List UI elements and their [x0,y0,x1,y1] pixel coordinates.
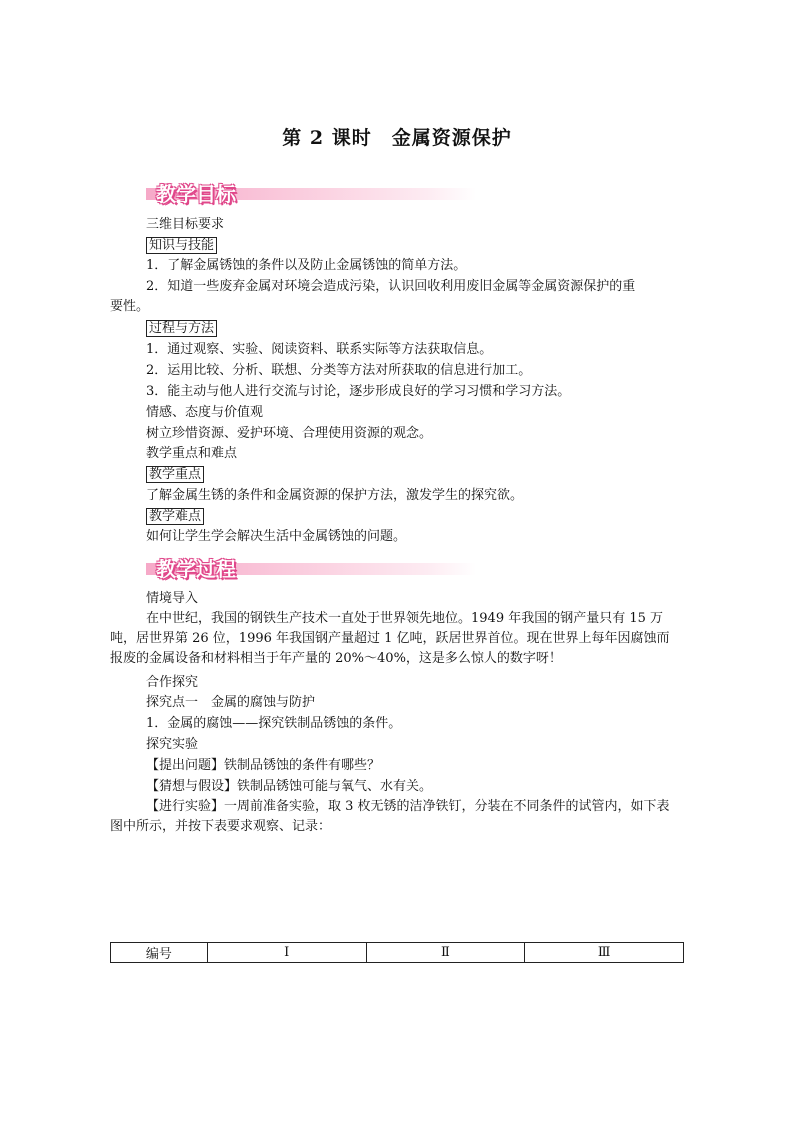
title-topic: 金属资源保护 [391,127,512,149]
point1-heading: 探究点一 金属的腐蚀与防护 [146,695,316,710]
experiment-label: 探究实验 [146,737,199,752]
focus-label-box: 教学重点 [146,466,204,483]
question-text: 【提出问题】铁制品锈蚀的条件有哪些？ [146,758,381,773]
experiment-paragraph [110,797,680,837]
emotion-label: 情感、态度与价值观 [146,405,264,420]
intro-paragraph [110,609,680,669]
process-item-1: 1．通过观察、实验、阅读资料、联系实际等方法获取信息。 [146,342,493,357]
focus-label [146,465,204,485]
table-header-cell: 编号 [111,943,208,963]
point1-sub: 1．金属的腐蚀——探究铁制品锈蚀的条件。 [146,716,402,731]
intro-text: 在中世纪，我国的钢铁生产技术一直处于世界领先地位。1949 年我国的钢产量只有 15 万吨，居世界第 26 位，1996 年我国钢产量超过 1 亿吨，跃居世界首位。现在世界上每年因腐蚀而报废的金属设备和材料相当于年产量的 20%～40%，这是多么惊人的数字呀！ [110,611,670,666]
page-title [0,123,794,150]
process-banner-text: 教学过程 [156,557,236,581]
hypothesis-text: 【猜想与假设】铁制品锈蚀可能与氧气、水有关。 [146,779,433,794]
knowledge-label-box: 知识与技能 [146,237,217,254]
table-header-cell: Ⅱ [366,943,525,963]
goals-banner [146,178,476,208]
experiment-text: 【进行实验】一周前准备实验，取 3 枚无锈的洁净铁钉，分装在不同条件的试管内，如下表图中所示，并按下表要求观察、记录： [110,799,670,834]
knowledge-item-2: 2．知道一些废弃金属对环境会造成污染，认识回收利用废旧金属等金属资源保护的重 [146,279,636,294]
key-difficulty-label: 教学重点和难点 [146,446,238,461]
knowledge-item-1: 1．了解金属锈蚀的条件以及防止金属锈蚀的简单方法。 [146,258,467,273]
table-header-row [111,943,684,963]
difficulty-text: 如何让学生学会解决生活中金属锈蚀的问题。 [146,529,407,544]
focus-text: 了解金属生锈的条件和金属资源的保护方法，激发学生的探究欲。 [146,488,524,503]
coop-label: 合作探究 [146,675,199,690]
difficulty-label-box: 教学难点 [146,508,204,525]
emotion-text: 树立珍惜资源、爱护环境、合理使用资源的观念。 [146,426,433,441]
knowledge-label [146,236,217,256]
process-label-box: 过程与方法 [146,320,217,337]
process-label [146,319,217,339]
intro-label: 情境导入 [146,591,199,606]
process-item-3: 3．能主动与他人进行交流与讨论，逐步形成良好的学习习惯和学习方法。 [146,384,571,399]
difficulty-label [146,507,204,527]
experiment-table [110,942,684,963]
goals-banner-text: 教学目标 [156,182,236,206]
table-header-cell: Ⅲ [525,943,684,963]
process-item-2: 2．运用比较、分析、联想、分类等方法对所获取的信息进行加工。 [146,363,532,378]
title-lesson: 第 2 课时 [282,127,372,149]
table-header-cell: Ⅰ [207,943,366,963]
three-dim-heading: 三维目标要求 [146,217,225,232]
process-banner [146,553,476,583]
knowledge-item-2-cont: 要性。 [110,299,150,314]
